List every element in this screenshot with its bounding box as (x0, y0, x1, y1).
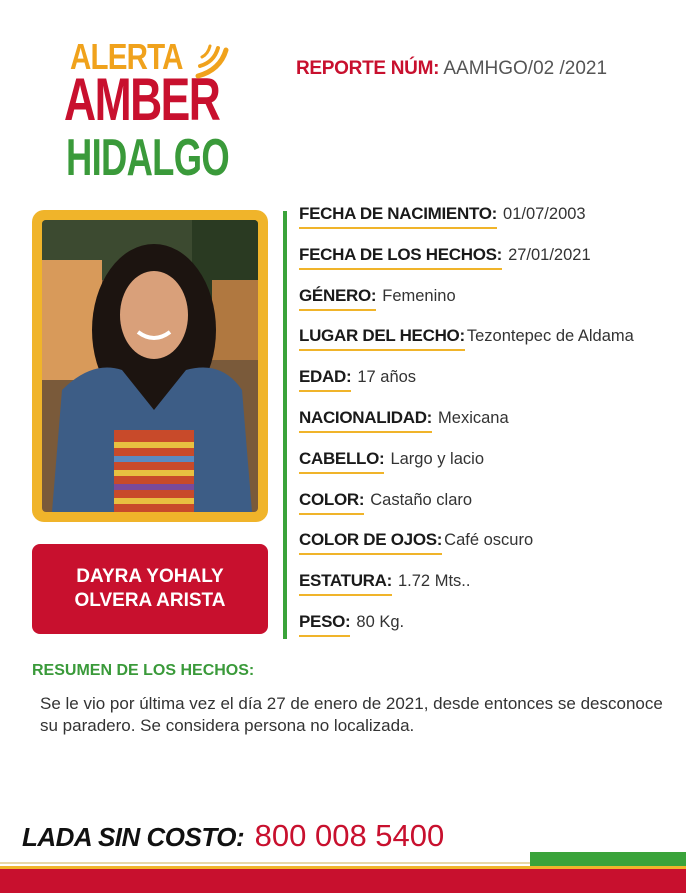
field-label: FECHA DE NACIMIENTO: (299, 204, 497, 229)
field-label: NACIONALIDAD: (299, 408, 432, 433)
name-line-1: DAYRA YOHALY (76, 566, 224, 587)
field-age (299, 367, 684, 408)
logo-line-hidalgo: HIDALGO (66, 129, 229, 187)
field-label: COLOR: (299, 490, 364, 515)
hotline-label: LADA SIN COSTO: (22, 822, 245, 852)
field-value: Café oscuro (444, 531, 534, 550)
field-birth-date (299, 204, 684, 245)
field-label: COLOR DE OJOS: (299, 530, 442, 555)
field-label: PESO: (299, 612, 350, 637)
report-value: AAMHGO/02 /2021 (443, 58, 608, 79)
field-value: Castaño claro (370, 490, 473, 509)
field-color (299, 490, 684, 531)
field-location (299, 326, 684, 367)
field-value: Femenino (382, 286, 456, 305)
photo-frame (32, 210, 268, 522)
missing-person-name (32, 544, 268, 634)
field-label: LUGAR DEL HECHO: (299, 326, 465, 351)
summary-title: RESUMEN DE LOS HECHOS: (32, 662, 255, 679)
name-line-2: OLVERA ARISTA (74, 590, 226, 611)
field-label: EDAD: (299, 367, 351, 392)
field-value: Largo y lacio (390, 449, 484, 468)
field-label: GÉNERO: (299, 286, 376, 311)
field-value: 1.72 Mts.. (398, 572, 471, 591)
field-value: Mexicana (438, 408, 509, 427)
summary-text: Se le vio por última vez el día 27 de enero de 2021, desde entonces se desconoce su paradero. Se considera persona no localizada. (40, 694, 663, 735)
field-eye-color (299, 530, 684, 571)
footer-red-bar (0, 869, 686, 893)
field-label: ESTATURA: (299, 571, 392, 596)
field-nationality (299, 408, 684, 449)
logo-line-amber: AMBER (64, 66, 220, 133)
green-divider (283, 211, 287, 639)
field-event-date (299, 245, 684, 286)
alerta-amber-logo (64, 28, 244, 188)
field-hair (299, 449, 684, 490)
report-number (296, 58, 607, 80)
report-label: REPORTE NÚM: (296, 58, 440, 79)
field-weight (299, 612, 684, 653)
person-photo (42, 220, 258, 512)
alert-waves-icon (192, 30, 236, 90)
field-value: 01/07/2003 (503, 205, 586, 223)
logo-line-alerta: ALERTA (70, 36, 183, 77)
field-label: FECHA DE LOS HECHOS: (299, 245, 502, 270)
field-label: CABELLO: (299, 449, 384, 474)
field-value: 27/01/2021 (508, 245, 591, 264)
footer-thin-line (0, 862, 530, 864)
field-height (299, 571, 684, 612)
field-gender (299, 286, 684, 327)
field-value: 17 años (357, 368, 417, 387)
field-value: Tezontepec de Aldama (466, 327, 634, 346)
field-value: 80 Kg. (356, 612, 405, 631)
person-details (299, 204, 684, 653)
hotline (22, 818, 444, 854)
hotline-number: 800 008 5400 (254, 818, 445, 853)
